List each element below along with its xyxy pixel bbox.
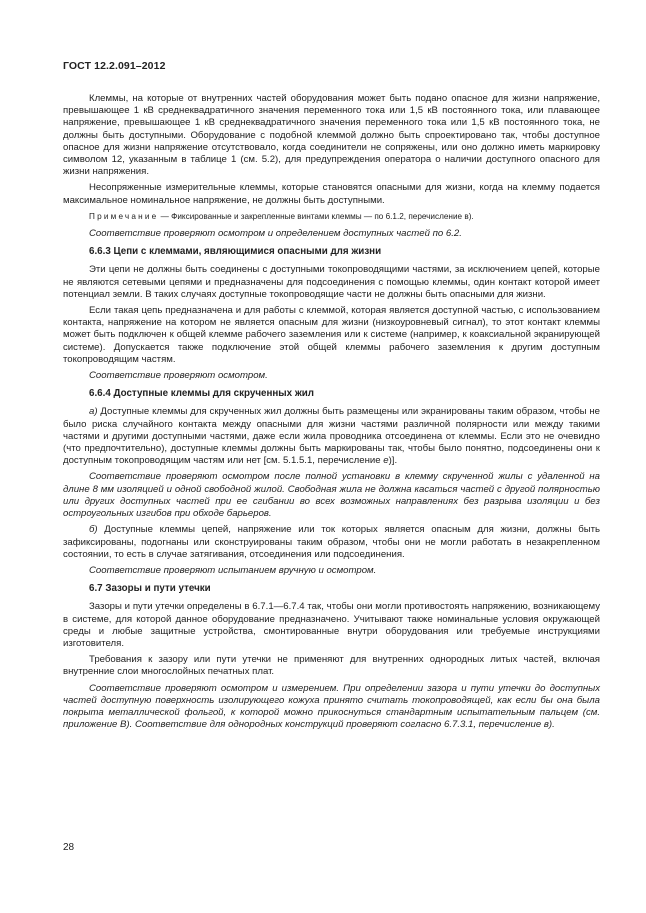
compliance-check: Соответствие проверяют осмотром и измерением. При определении зазора и пути утечки до доступных частей доступную поверхность изолирующего кожуха принято считать токопроводящей, как если бы она была покрыта металлической фольгой, к которой можно прикоснуться стандартным испытательным пальцем (см. приложение В). Соответствие для однородных конструкций проверяют согласно 6.7.3.1, перечисление в). xyxy=(63,682,600,731)
note-text: — Фиксированные и закрепленные винтами клеммы — по 6.1.2, перечисление в). xyxy=(158,211,474,221)
paragraph: Клеммы, на которые от внутренних частей оборудования может быть подано опасное для жизни напряжение, превышающее 1 кВ среднеквадратичного значения переменного тока или 1,5 кВ постоянного тока, или плавающее напряжение, превышающее 1 кВ среднеквадратичного значения переменного тока или 1,5 кВ постоянного тока, не должны быть доступными. Оборудование с подобной клеммой должно быть спроектировано так, чтобы доступное опасное для жизни напряжение отсутствовало, когда соединители не сопряжены, или оно должно иметь маркировку символом 12, указанным в таблице 1 (см. 5.2), для предупреждения оператора о наличии доступного опасного для жизни напряжения. xyxy=(63,93,600,178)
item-marker: б) xyxy=(89,524,98,536)
compliance-check: Соответствие проверяют испытанием вручную и осмотром. xyxy=(89,564,377,576)
item-marker: а) xyxy=(89,406,98,418)
paragraph: Если такая цепь предназначена и для работы с клеммой, которая является доступной частью, с использованием контакта, напряжение на котором не является опасным для жизни (низкоуровневый сигнал), то этот контакт клеммы может быть подключен к общей клемме рабочего заземления или к системе (например, к коаксиальной экранирующей системе). Допускается также подключение этой общей клеммы рабочего заземления к другим доступным токопроводящим частям. xyxy=(63,305,600,365)
compliance-check: Соответствие проверяют осмотром после полной установки в клемму скрученной жилы с удаленной на длине 8 мм изоляцией и одной свободной жилой. Свободная жила не должна касаться частей с другой полярностью или других доступных частей при ее сгибании во всех возможных направлениях без разрыва изоляции и без остроугольных изгибов при обходе барьеров. xyxy=(63,471,600,520)
paragraph-item-a xyxy=(63,406,600,467)
paragraph-end: )]. xyxy=(388,455,398,467)
standard-header: ГОСТ 12.2.091–2012 xyxy=(63,60,166,72)
note-label: Примечание xyxy=(89,211,159,221)
section-heading-6-6-3: 6.6.3 Цепи с клеммами, являющимися опасными для жизни xyxy=(89,246,382,258)
paragraph: Требования к зазору или пути утечки не применяют для внутренних однородных литых частей, включая внутренние слои многослойных печатных плат. xyxy=(63,654,600,678)
paragraph-item-b xyxy=(63,524,600,561)
section-heading-6-6-4: 6.6.4 Доступные клеммы для скрученных жил xyxy=(89,388,315,400)
document-body xyxy=(63,93,600,735)
paragraph: Несопряженные измерительные клеммы, которые становятся опасными для жизни, когда на клемму подается максимальное номинальное напряжение, не должны быть доступными. xyxy=(63,182,600,206)
paragraph-text: Доступные клеммы цепей, напряжение или ток которых является опасным для жизни, должны быть зафиксированы, подогнаны или сконструированы таким образом, чтобы они не могли работать в незакрепленном состоянии, то есть в случае затягивания, отсоединения или подсоединения. xyxy=(63,524,600,560)
compliance-check: Соответствие проверяют осмотром. xyxy=(89,370,268,382)
page-number: 28 xyxy=(63,842,75,853)
paragraph: Зазоры и пути утечки определены в 6.7.1—6.7.4 так, чтобы они могли противостоять напряжению, возникающему в системе, для которой данное оборудование предназначено. Учитывают также номинальные условия окружающей среды и любые защитные устройства, смонтированные внутри оборудования или требуемые инструкциями изготовителя. xyxy=(63,601,600,649)
paragraph-text: Доступные клеммы для скрученных жил должны быть размещены или экранированы таким образом, чтобы не было риска случайного контакта между опасными для жизни частями различной полярности или между такими частями и другими доступными частями, даже если жила проводника отсоединена от клеммы. Если это не очевидно (что предпочтительно), доступные клеммы должны быть маркированы так, чтобы было понятно, подсоединены они к доступным токопроводящим частям или нет [см. 5.1.5.1, перечисление xyxy=(63,406,600,467)
note xyxy=(63,211,600,223)
paragraph: Эти цепи не должны быть соединены с доступными токопроводящими частями, за исключением цепей, которые не являются сетевыми цепями и предназначены для подсоединения с помощью клеммы, один контакт которой имеет потенциал земли. В таких случаях доступные токопроводящие части не должны быть опасными для жизни. xyxy=(63,264,600,300)
section-heading-6-7: 6.7 Зазоры и пути утечки xyxy=(89,583,211,595)
italic-letter: е xyxy=(383,455,389,467)
compliance-check: Соответствие проверяют осмотром и определением доступных частей по 6.2. xyxy=(89,228,462,240)
